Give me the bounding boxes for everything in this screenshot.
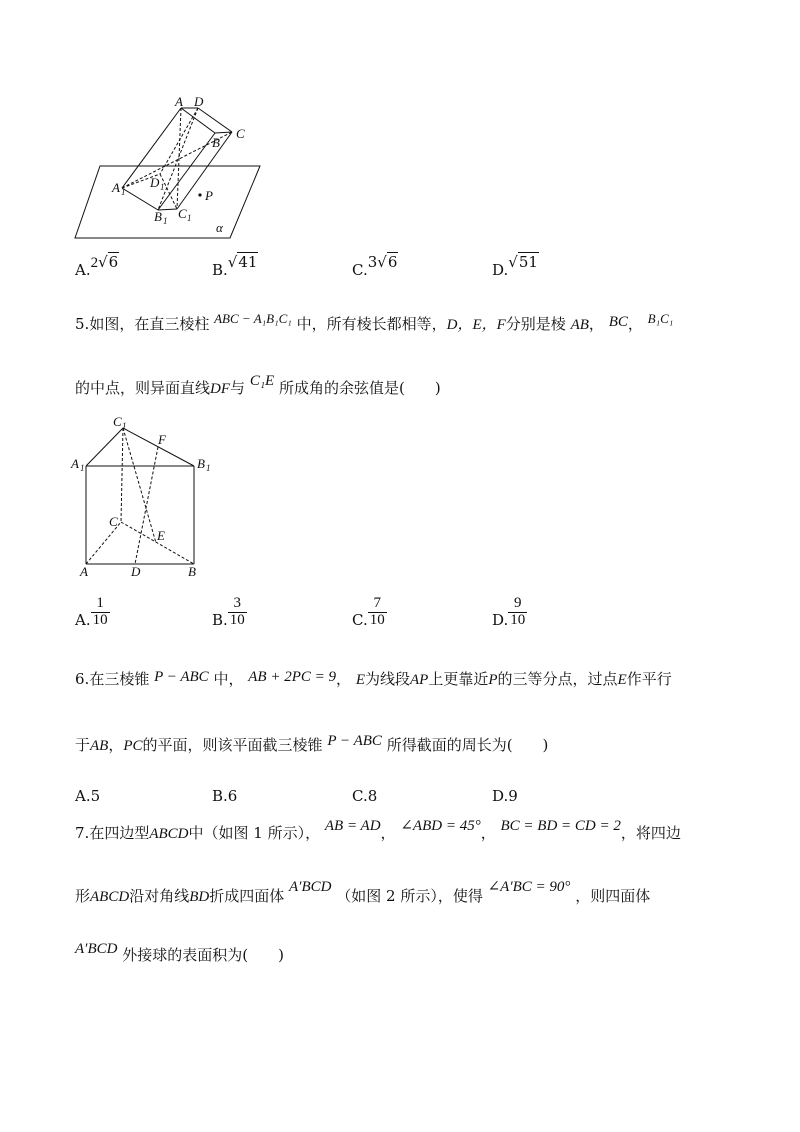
sqrt-sign: √ 41 [227, 253, 258, 271]
option-fraction: $\frac{3}{10}$ [229, 595, 245, 628]
q4-label-C1-sub: 1 [187, 213, 192, 223]
q4-label-B: B [212, 135, 220, 150]
q5-label-A1: A [71, 456, 79, 471]
option-letter: A. [75, 261, 91, 279]
option-coef: 3 [367, 253, 378, 271]
q5-label-D: D [131, 564, 141, 579]
q6-line1: 6.在三棱锥 P − ABC 中， AB + 2PC = 9， E为线段AP上更靠近P的三等分点，过点E作平行 [75, 669, 672, 688]
option-coef: 2 [90, 255, 99, 271]
q7-line1: 7.在四边型ABCD中（如图 1 所示）， AB = AD， ∠ABD = 45°， BC = BD = CD = 2，将四边 [75, 818, 681, 842]
q4-label-B1: B [154, 209, 162, 224]
option-letter: B. [212, 261, 228, 279]
q7-line3: A′BCD 外接球的表面积为( ) [75, 941, 284, 964]
option-letter: D. [492, 610, 509, 629]
q5-line1: 5.如图，在直三棱柱 ABC − A₁B₁C₁ 中，所有棱长都相等，D，E，F分别是棱 AB， BC， B₁C₁ [75, 311, 674, 333]
q5-label-C1-sub: 1 [122, 421, 127, 431]
q4-label-C1: C [178, 206, 187, 221]
q5-figure [70, 412, 220, 582]
q5-line2: 的中点，则异面直线DF与 C₁E 所成角的余弦值是( ) [75, 373, 441, 397]
q5-option-b[interactable] [212, 596, 247, 629]
q6-line2: 于AB，PC的平面，则该平面截三棱锥 P − ABC 所得截面的周长为( ) [75, 733, 549, 754]
q4-label-D1-sub: 1 [160, 182, 165, 192]
q4-label-A: A [175, 94, 183, 109]
q4-label-D: D [194, 94, 204, 109]
q6-option-b[interactable]: B.6 [212, 787, 238, 805]
q4-option-a[interactable] [75, 253, 119, 280]
q5-label-A1-sub: 1 [80, 463, 85, 473]
sqrt-sign: √ 6 [377, 253, 398, 271]
q7-line2: 形ABCD沿对角线BD折成四面体 A′BCD （如图 2 所示），使得 ∠A′BC = 90° ，则四面体 [75, 879, 651, 905]
option-radicand: 6 [387, 253, 398, 271]
option-radicand: 6 [108, 253, 119, 271]
q5-label-B1-sub: 1 [206, 463, 211, 473]
option-letter: D. [492, 261, 509, 279]
q5-label-F: F [158, 432, 166, 447]
option-letter: C. [352, 610, 368, 629]
option-letter: B. [212, 610, 228, 629]
option-fraction: $\frac{9}{10}$ [510, 595, 526, 628]
q4-label-D1: D [150, 175, 160, 190]
option-radicand: 51 [518, 253, 538, 271]
q4-option-b[interactable] [212, 253, 258, 279]
q5-label-E: E [157, 528, 165, 543]
q5-option-d[interactable] [492, 596, 527, 629]
q6-option-c[interactable]: C.8 [352, 787, 378, 805]
q4-label-A1: A [112, 180, 120, 195]
option-fraction: $\frac{7}{10}$ [369, 595, 385, 628]
q4-option-d[interactable] [492, 253, 539, 279]
q6-option-d[interactable]: D.9 [492, 787, 518, 805]
option-radicand: 41 [238, 253, 258, 271]
q5-option-a[interactable] [75, 596, 110, 629]
option-fraction: $\frac{1}{10}$ [92, 595, 108, 628]
q5-label-A: A [80, 564, 88, 579]
sqrt-sign: √ 6 [98, 253, 119, 271]
q4-label-A1-sub: 1 [121, 187, 126, 197]
q5-label-C: C [109, 514, 118, 529]
q5-option-c[interactable] [352, 596, 387, 629]
q5-label-B: B [188, 564, 196, 579]
option-letter: C. [352, 261, 368, 279]
option-letter: A. [75, 610, 91, 629]
q4-option-c[interactable] [352, 253, 398, 279]
q5-label-C1: C [113, 414, 122, 429]
q5-label-B1: B [197, 456, 205, 471]
q4-figure [70, 92, 270, 242]
q4-label-P: P [205, 188, 213, 203]
q4-label-B1-sub: 1 [163, 216, 168, 226]
sqrt-sign: √ 51 [508, 253, 538, 271]
q6-option-a[interactable]: A.5 [75, 787, 101, 805]
q4-label-C: C [236, 126, 245, 141]
q4-label-alpha: α [216, 220, 223, 235]
